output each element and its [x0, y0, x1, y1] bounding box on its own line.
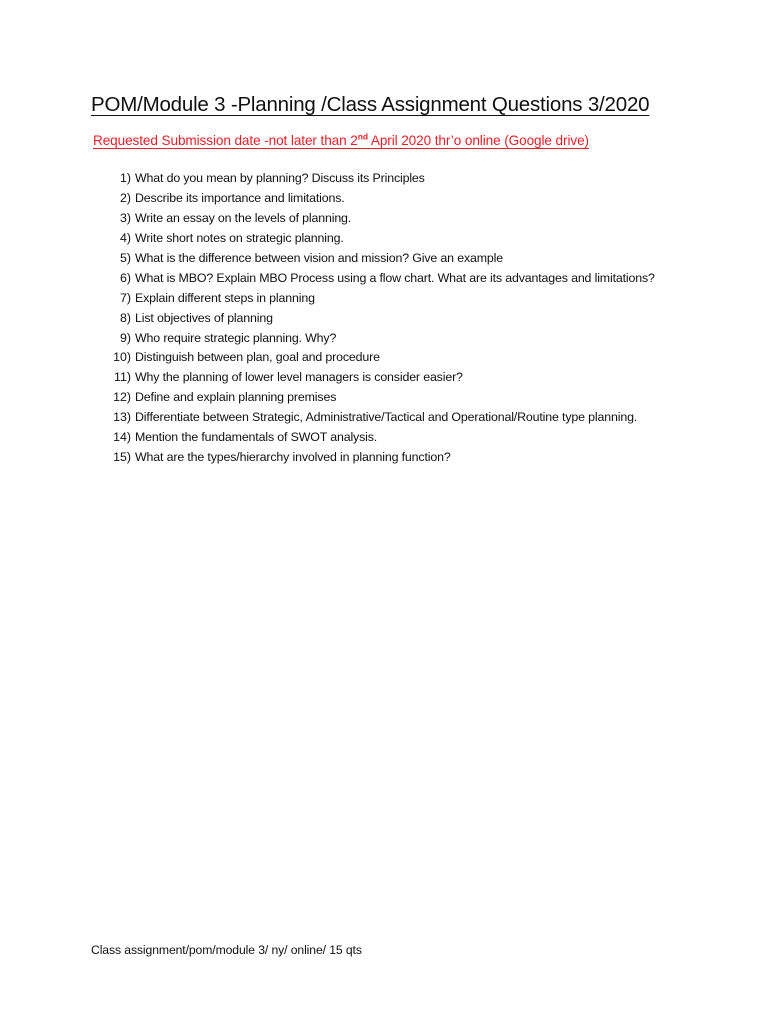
- question-item: [0, 189, 768, 209]
- question-number: 8): [119, 310, 131, 325]
- question-text: Mention the fundamentals of SWOT analysis.: [135, 430, 378, 445]
- question-item: [0, 169, 768, 189]
- question-item: [0, 269, 768, 289]
- question-item: [0, 448, 768, 468]
- question-item: [0, 289, 768, 309]
- question-item: [0, 408, 768, 428]
- submission-date-notice: [93, 133, 589, 148]
- question-number: 9): [119, 330, 131, 345]
- question-text: Write an essay on the levels of planning.: [135, 210, 352, 225]
- question-item: [0, 368, 768, 388]
- question-number: 2): [119, 190, 131, 205]
- question-text: What is the difference between vision and mission? Give an example: [135, 250, 503, 265]
- question-text: Explain different steps in planning: [135, 290, 315, 305]
- question-text: List objectives of planning: [135, 310, 273, 325]
- question-item: [0, 209, 768, 229]
- question-number: 7): [119, 290, 131, 305]
- question-text: Who require strategic planning. Why?: [135, 330, 337, 345]
- question-number: 14): [113, 430, 131, 445]
- question-number: 5): [119, 250, 131, 265]
- submission-method-text: April 2020 thr’o online (Google drive): [367, 133, 589, 148]
- question-text: What are the types/hierarchy involved in planning function?: [135, 450, 451, 465]
- question-text: What is MBO? Explain MBO Process using a flow chart. What are its advantages and limitations?: [135, 270, 655, 285]
- question-number: 10): [113, 350, 131, 365]
- question-number: 6): [119, 270, 131, 285]
- question-number: 12): [113, 390, 131, 405]
- page-title: POM/Module 3 -Planning /Class Assignment Questions 3/2020: [91, 93, 650, 116]
- question-number: 13): [113, 410, 131, 425]
- question-item: [0, 229, 768, 249]
- question-text: Define and explain planning premises: [135, 390, 337, 405]
- question-item: [0, 309, 768, 329]
- question-text: Distinguish between plan, goal and procedure: [135, 350, 380, 365]
- question-text: What do you mean by planning? Discuss its Principles: [135, 171, 425, 185]
- question-text: Why the planning of lower level managers is consider easier?: [135, 370, 463, 385]
- question-number: 4): [119, 230, 131, 245]
- question-number: 11): [114, 370, 131, 385]
- submission-date-text: Requested Submission date -not later than 2: [93, 133, 358, 148]
- question-text: Describe its importance and limitations.: [135, 190, 345, 205]
- question-text: Write short notes on strategic planning.: [135, 230, 344, 245]
- question-number: 3): [119, 210, 131, 225]
- question-item: [0, 249, 768, 269]
- question-text: Differentiate between Strategic, Administrative/Tactical and Operational/Routine type planning.: [135, 410, 638, 425]
- question-item: [0, 388, 768, 408]
- question-list: [0, 169, 768, 468]
- question-item: [0, 348, 768, 368]
- question-number: 1): [119, 171, 131, 185]
- question-item: [0, 428, 768, 448]
- question-number: 15): [113, 450, 131, 465]
- page-footer: Class assignment/pom/module 3/ ny/ online/ 15 qts: [91, 943, 362, 957]
- question-item: [0, 329, 768, 349]
- date-ordinal-suffix: nd: [357, 131, 368, 142]
